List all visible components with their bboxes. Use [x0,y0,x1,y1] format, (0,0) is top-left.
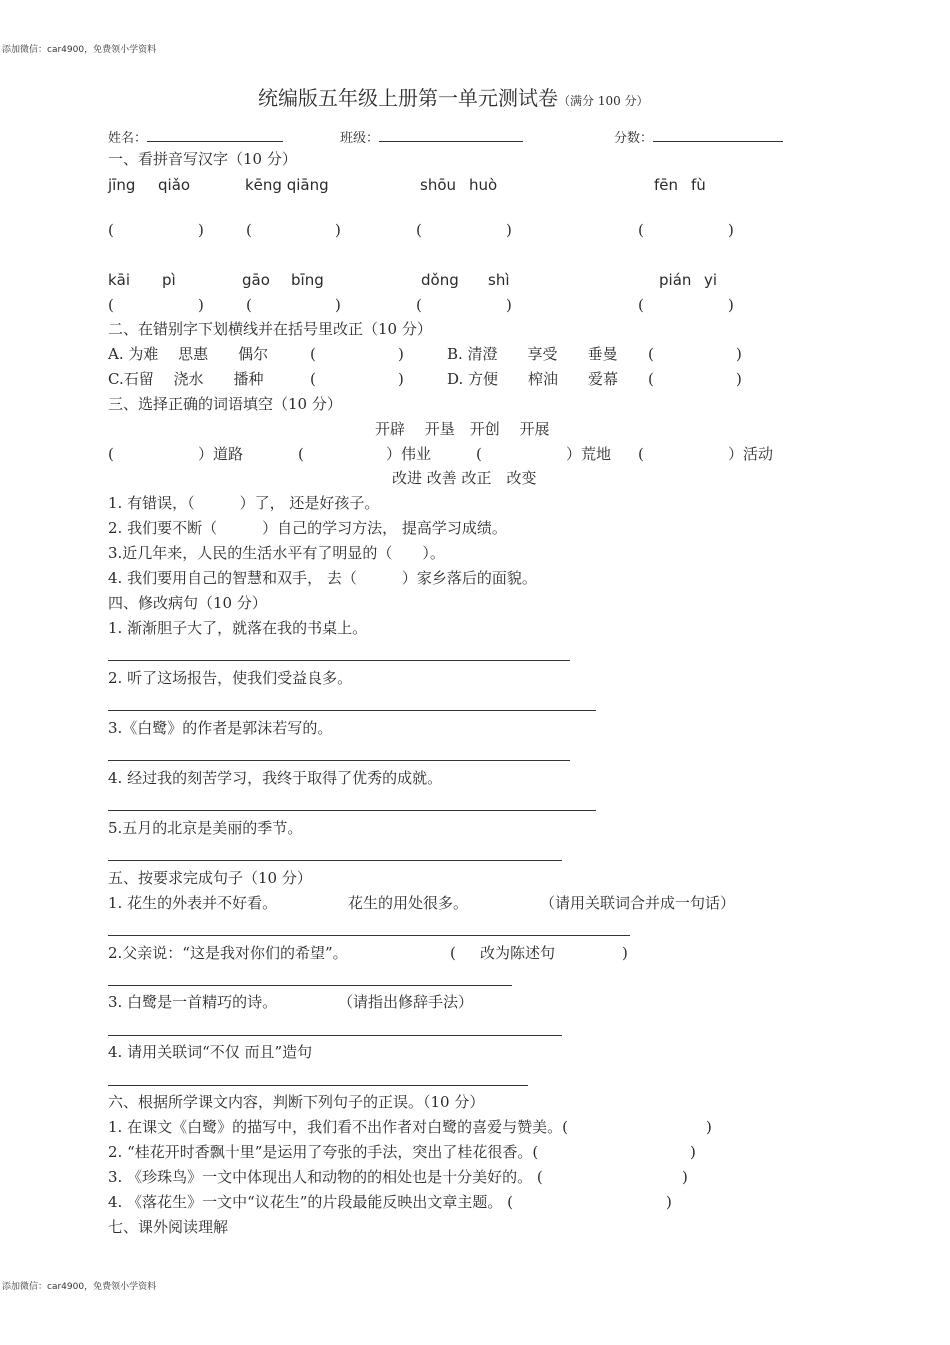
answer-paren-left: ( [298,445,304,463]
answer-paren-right: ) [736,370,742,388]
question: 4. 我们要用自己的智慧和双手， 去（ ）家乡落后的面貌。 [108,569,537,587]
section-7-heading: 七、课外阅读理解 [108,1218,229,1236]
answer-paren-right: ) [198,221,204,239]
fill-item: ）伟业 [386,445,432,463]
pinyin: yi [704,271,718,289]
instruction: （请用关联词合并成一句话） [540,894,736,912]
watermark-bottom: 添加微信：car4900，免费领小学资料 [2,1282,157,1292]
answer-line[interactable] [108,935,630,936]
answer-paren-right: ) [682,1168,688,1186]
answer-line[interactable] [108,810,596,811]
answer-line[interactable] [108,1035,562,1036]
pinyin: gāo [242,271,270,289]
pinyin: jīng [108,176,136,194]
pinyin: kāi [108,271,131,289]
question: 2. 听了这场报告，使我们受益良多。 [108,669,353,687]
option-d: D. 方便 榨油 爱幕 [447,370,619,388]
option-a: A. 为难 思惠 偶尔 [108,345,269,363]
answer-paren-left: ( [108,221,114,239]
answer-paren-right: ) [398,345,404,363]
answer-paren-right: ) [728,296,734,314]
class-label: 班级： [340,131,380,146]
answer-paren-right: ) [706,1118,712,1136]
answer-paren-right: ) [728,221,734,239]
fill-item: ）荒地 [566,445,612,463]
pinyin: kēng qiāng [245,176,329,194]
class-field[interactable] [340,129,523,145]
question: 1. 在课文《白鹭》的描写中，我们看不出作者对白鹭的喜爱与赞美。( [108,1118,568,1136]
answer-paren-left: ( [416,296,422,314]
section-6-heading: 六、根据所学课文内容，判断下列句子的正误。（10 分） [108,1093,485,1111]
question: 1. 有错误，（ ）了， 还是好孩子。 [108,494,380,512]
question: 3.《白鹭》的作者是郭沫若写的。 [108,719,333,737]
page-title [258,88,649,108]
question: 5.五月的北京是美丽的季节。 [108,819,303,837]
question: 3. 《珍珠鸟》一文中体现出人和动物的的相处也是十分美好的。 ( [108,1168,543,1186]
answer-paren-left: ( [638,221,644,239]
answer-paren-left: ( [416,221,422,239]
answer-paren-left: ( [450,944,456,962]
fill-item: ）道路 [198,445,244,463]
answer-paren-left: ( [108,445,114,463]
section-5-heading: 五、按要求完成句子（10 分） [108,869,312,887]
score-note: （满分 100 分） [558,94,649,108]
question-part: 花生的用处很多。 [348,894,469,912]
answer-line[interactable] [108,660,570,661]
answer-paren-left: ( [310,345,316,363]
answer-paren-right: ) [666,1193,672,1211]
answer-paren-right: ) [622,944,628,962]
question: 3. 白鹭是一首精巧的诗。 [108,993,278,1011]
answer-paren-right: ) [198,296,204,314]
answer-paren-left: ( [246,221,252,239]
class-blank[interactable] [379,129,523,142]
pinyin: qiǎo [158,176,191,194]
name-blank[interactable] [147,129,283,142]
answer-line[interactable] [108,760,570,761]
pinyin: pì [162,271,176,289]
section-3-heading: 三、选择正确的词语填空（10 分） [108,395,342,413]
question: 2. 我们要不断（ ）自己的学习方法， 提高学习成绩。 [108,519,507,537]
pinyin: fù [691,176,706,194]
score-label: 分数： [614,131,654,146]
pinyin: huò [469,176,498,194]
answer-paren-left: ( [638,445,644,463]
answer-paren-left: ( [648,370,654,388]
score-field[interactable] [614,129,783,145]
watermark-top: 添加微信：car4900，免费领小学资料 [2,45,157,55]
answer-paren-right: ) [335,296,341,314]
section-4-heading: 四、修改病句（10 分） [108,594,267,612]
answer-paren-left: ( [310,370,316,388]
name-label: 姓名： [108,131,148,146]
question: 2. “桂花开时香飘十里”是运用了夸张的手法，突出了桂花很香。( [108,1143,539,1161]
answer-line[interactable] [108,1085,528,1086]
answer-paren-right: ) [690,1143,696,1161]
section-1-heading: 一、看拼音写汉字（10 分） [108,150,297,168]
option-c: C.石留 浇水 播种 [108,370,264,388]
section-2-heading: 二、在错别字下划横线并在括号里改正（10 分） [108,320,432,338]
answer-paren-right: ) [506,221,512,239]
question: 3.近几年来，人民的生活水平有了明显的（ ）。 [108,544,445,562]
answer-paren-right: ) [736,345,742,363]
question: 4. 请用关联词“不仅 而且”造句 [108,1043,313,1061]
word-choices-2: 改进 改善 改正 改变 [392,469,537,487]
pinyin: shì [488,271,510,289]
answer-paren-right: ) [335,221,341,239]
pinyin: pián [659,271,692,289]
question: 1. 花生的外表并不好看。 [108,894,278,912]
score-blank[interactable] [653,129,783,142]
answer-paren-left: ( [246,296,252,314]
answer-paren-left: ( [638,296,644,314]
pinyin: dǒng [421,271,459,289]
instruction: 改为陈述句 [480,944,556,962]
fill-item: ）活动 [728,445,774,463]
answer-paren-right: ) [398,370,404,388]
word-choices-1: 开辟 开垦 开创 开展 [375,420,550,438]
answer-paren-right: ) [506,296,512,314]
title-text: 统编版五年级上册第一单元测试卷 [258,86,558,110]
question: 2.父亲说：“这是我对你们的希望”。 [108,944,348,962]
pinyin: bīng [291,271,324,289]
question: 4. 经过我的刻苦学习，我终于取得了优秀的成就。 [108,769,443,787]
name-field[interactable] [108,129,283,145]
pinyin: shōu [420,176,457,194]
answer-paren-left: ( [108,296,114,314]
instruction: （请指出修辞手法） [338,993,474,1011]
answer-paren-left: ( [476,445,482,463]
option-b: B. 清澄 享受 垂曼 [447,345,618,363]
pinyin: fēn [654,176,679,194]
question: 4. 《落花生》一文中“议花生”的片段最能反映出文章主题。 ( [108,1193,514,1211]
answer-paren-left: ( [648,345,654,363]
answer-line[interactable] [108,860,562,861]
answer-line[interactable] [108,710,596,711]
question: 1. 渐渐胆子大了，就落在我的书桌上。 [108,619,368,637]
answer-line[interactable] [108,985,512,986]
